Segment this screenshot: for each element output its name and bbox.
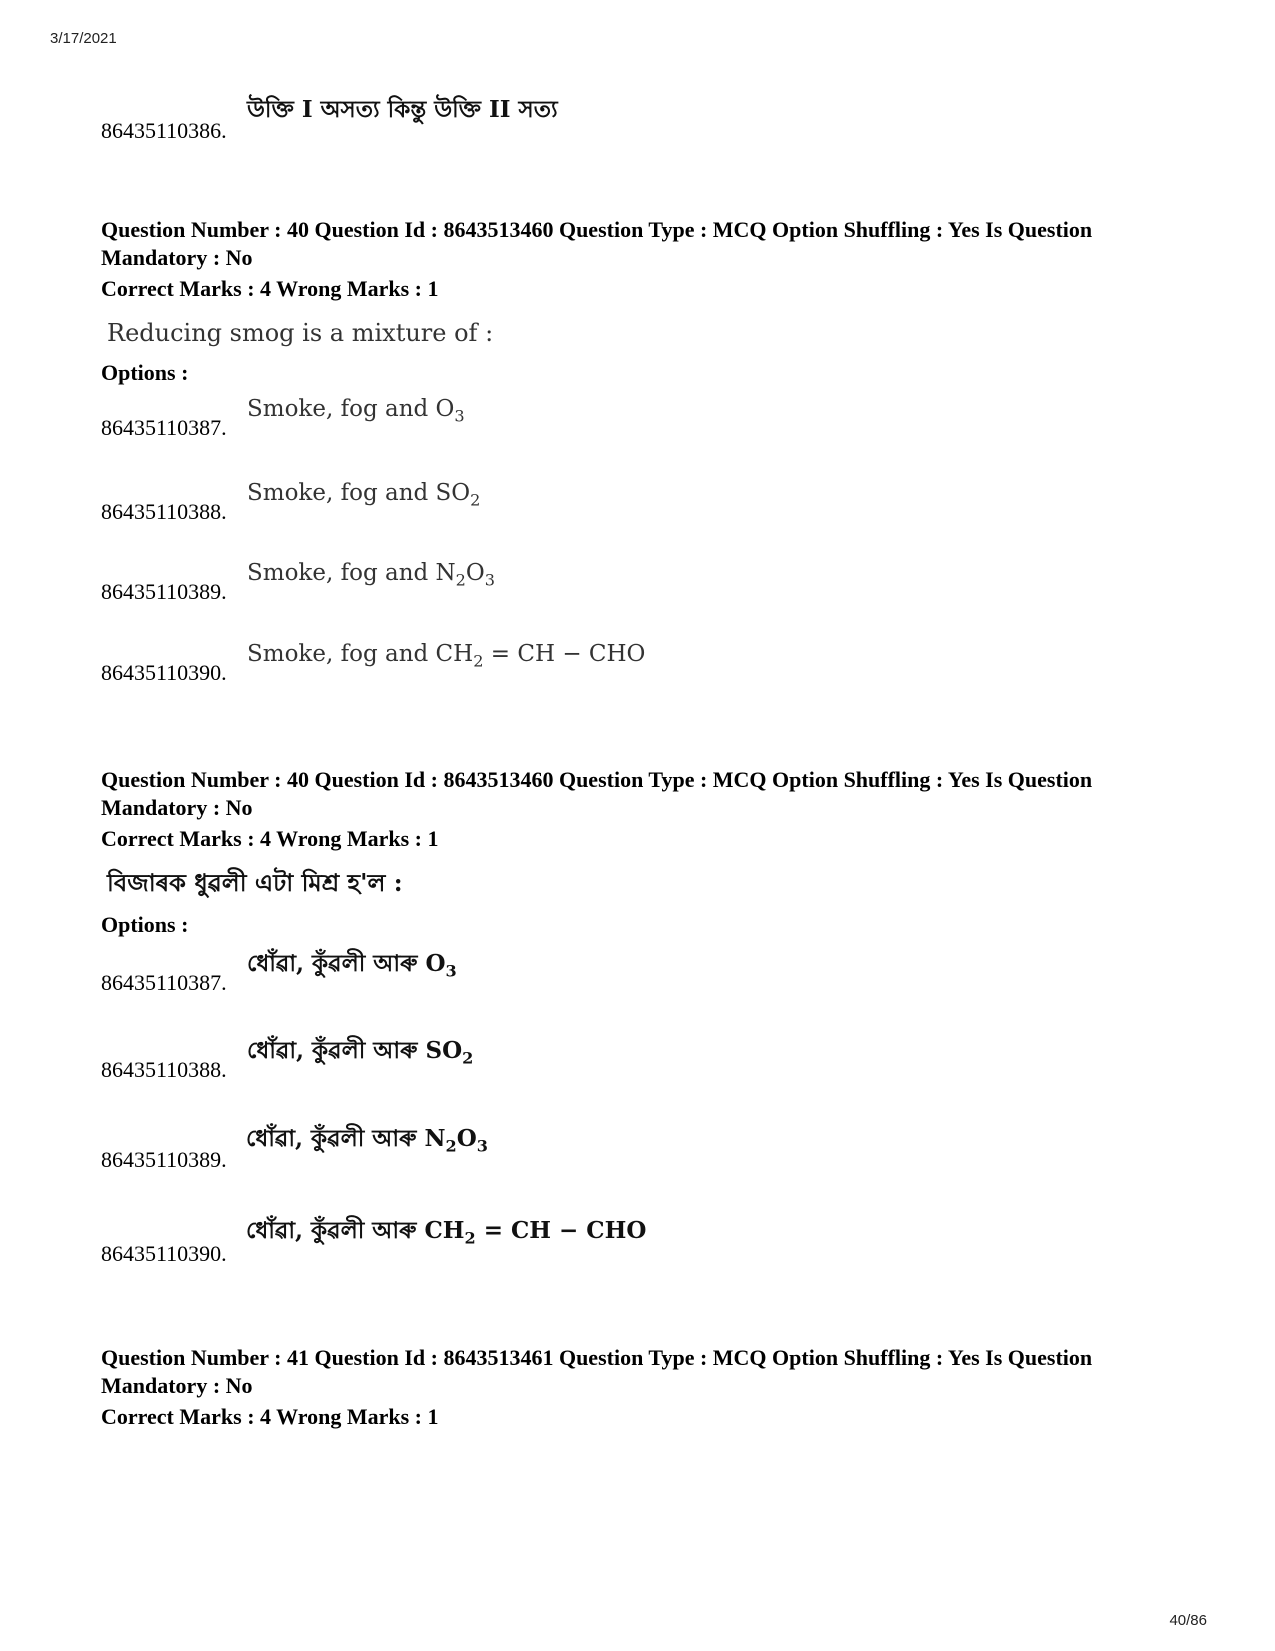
option-item[interactable] — [101, 1215, 1101, 1265]
option-text: Smoke, fog and $CH_2$ = CH − CHO — [247, 641, 646, 671]
option-text: উক্তি I অসত্য কিন্তু উক্তি II সত্য — [247, 96, 558, 123]
page-number: 40/86 — [1169, 1612, 1207, 1629]
option-text: Smoke, fog and $O_3$ — [247, 396, 465, 426]
option-text: ধোঁৱা, কুঁৱলী আৰু $N_2O_3$ — [246, 1125, 488, 1156]
option-text: ধোঁৱা, কুঁৱলী আৰু $O_3$ — [247, 950, 457, 981]
option-item[interactable] — [101, 473, 1101, 523]
question-header: Question Number : 40 Question Id : 8643513460 Question Type : MCQ Option Shuffling : Yes Is Question Mandatory : No — [101, 767, 1093, 820]
option-text: Smoke, fog and $SO_2$ — [247, 480, 481, 510]
option-item[interactable] — [101, 944, 1101, 994]
option-item[interactable] — [101, 1031, 1101, 1081]
option-id: 86435110390. — [101, 1241, 227, 1266]
option-item[interactable] — [101, 389, 1101, 439]
option-id: 86435110388. — [101, 499, 227, 524]
option-id: 86435110386. — [101, 118, 227, 143]
question-text: Reducing smog is a mixture of : — [107, 319, 494, 347]
options-label: Options : — [101, 360, 189, 385]
question-marks: Correct Marks : 4 Wrong Marks : 1 — [101, 826, 439, 851]
options-label: Options : — [101, 912, 189, 937]
option-id: 86435110389. — [101, 579, 227, 604]
page-date: 3/17/2021 — [50, 30, 117, 47]
option-item[interactable] — [101, 1121, 1101, 1171]
option-text: ধোঁৱা, কুঁৱলী আৰু $SO_2$ — [247, 1037, 474, 1068]
option-id: 86435110389. — [101, 1147, 227, 1172]
option-text: ধোঁৱা, কুঁৱলী আৰু $CH_2$ = CH − CHO — [246, 1217, 647, 1248]
option-id: 86435110387. — [101, 415, 227, 440]
question-marks: Correct Marks : 4 Wrong Marks : 1 — [101, 1404, 439, 1429]
option-item[interactable] — [101, 553, 1101, 603]
option-id: 86435110388. — [101, 1057, 227, 1082]
option-item[interactable] — [101, 634, 1101, 684]
option-text: Smoke, fog and $N_2O_3$ — [247, 560, 496, 590]
option-id: 86435110390. — [101, 660, 227, 685]
question-header: Question Number : 41 Question Id : 8643513461 Question Type : MCQ Option Shuffling : Yes Is Question Mandatory : No — [101, 1345, 1093, 1398]
question-marks: Correct Marks : 4 Wrong Marks : 1 — [101, 276, 439, 301]
option-item[interactable] — [101, 92, 1101, 142]
question-header: Question Number : 40 Question Id : 8643513460 Question Type : MCQ Option Shuffling : Yes Is Question Mandatory : No — [101, 217, 1093, 270]
option-id: 86435110387. — [101, 970, 227, 995]
question-text: বিজাৰক ধুৱলী এটা মিশ্ৰ হ'ল : — [107, 868, 403, 897]
